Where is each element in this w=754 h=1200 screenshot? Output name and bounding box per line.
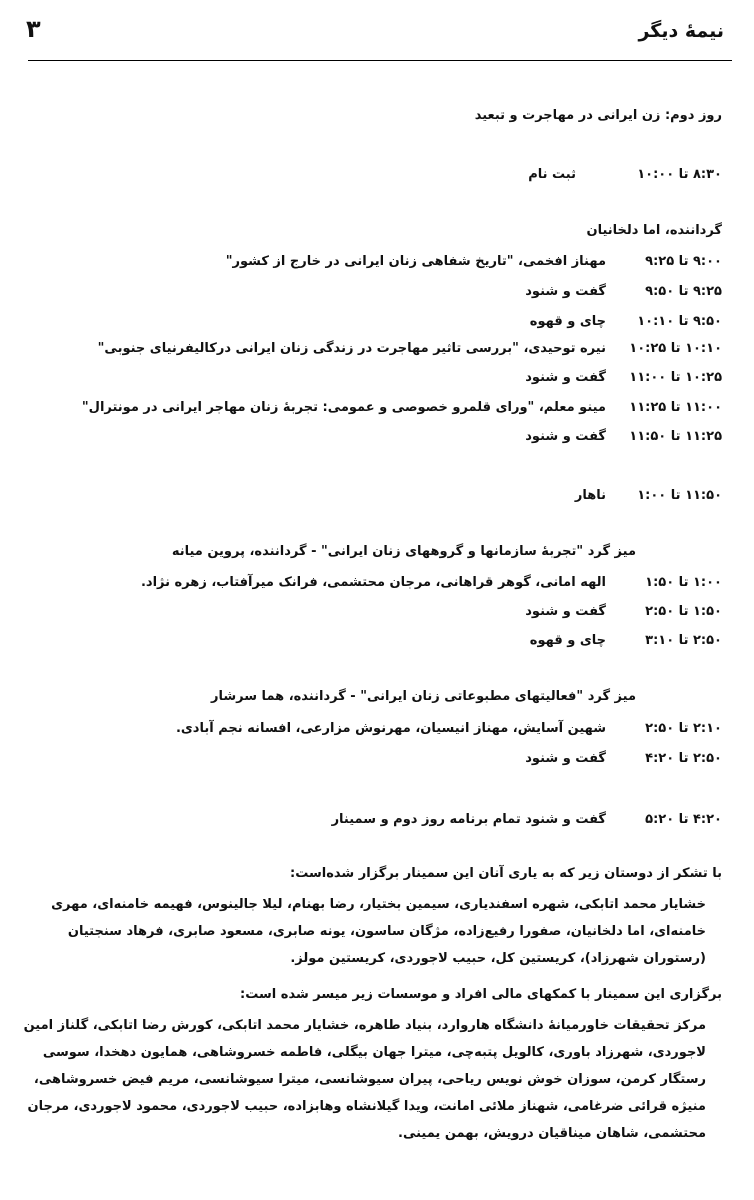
sponsors-names: مرکز تحقیقات خاورمیانهٔ دانشگاه هاروارد، بنیاد طاهره، خشایار محمد اتابکی، کورش رضا اتابکی، گلناز امین لاجوردی، شهرزاد باوری، کالویل پتبه‌چی، میترا جهان بیگلی، فاطمه خسروشاهی، همایون دهخدا، سوسی رستگار کرمن، سوزان خوش نویس ریاحی، پیران سیوشانسی، میترا سیوشانسی، مریم فیض خسروشاهی، منیژه قرائی ضرغامی، شهناز ملائی امانت، ویدا گیلانشاه وهابزاده، حبیب لاجوردی، محمود لاجوردی، مرجان محتشمی، شاهان میناقیان درویش، بهمن یمینی. (23, 1018, 706, 1141)
registration-label: ثبت نام (528, 167, 576, 182)
schedule-item: چای و قهوه (529, 314, 606, 329)
closing-time: ۴:۲۰ تا ۵:۲۰ (645, 812, 722, 827)
schedule-time: ۱۱:۰۰ تا ۱۱:۲۵ (629, 400, 722, 415)
thanks-names: خشایار محمد اتابکی، شهره اسفندیاری، سیمین بختیار، رضا بهنام، لیلا جالینوس، فهیمه خامنه‌ای، مهری خامنه‌ای، اما دلخانیان، صفورا رفیع‌زاده، مژگان ساسون، یونه صابری، مسعود صابری، فرهاد سنجتیان (رستوران شهرزاد)، کریستین کل، حبیب لاجوردی، کریستین مولز. (51, 897, 706, 966)
lunch-label: ناهار (574, 488, 606, 503)
schedule-time: ۹:۰۰ تا ۹:۲۵ (645, 254, 722, 269)
schedule-item: گفت و شنود (525, 284, 606, 299)
sponsors-intro: برگزاری این سمینار با کمکهای مالی افراد و موسسات زیر میسر شده است: (240, 987, 722, 1002)
panel2-heading: میز گرد "فعالیتهای مطبوعاتی زنان ایرانی" - گرداننده، هما سرشار (211, 689, 636, 704)
registration-time: ۸:۳۰ تا ۱۰:۰۰ (637, 167, 722, 182)
schedule-time: ۱۱:۲۵ تا ۱۱:۵۰ (629, 429, 722, 444)
schedule-time: ۹:۲۵ تا ۹:۵۰ (645, 284, 722, 299)
day-heading: روز دوم: زن ایرانی در مهاجرت و تبعید (474, 108, 722, 123)
session1-moderator: گرداننده، اما دلخانیان (586, 223, 722, 238)
schedule-item: شهین آسایش، مهناز انیسیان، مهرنوش مزارعی، افسانه نجم آبادی. (175, 721, 606, 736)
schedule-time: ۱:۵۰ تا ۲:۵۰ (645, 604, 722, 619)
schedule-item: گفت و شنود (525, 751, 606, 766)
schedule-time: ۲:۵۰ تا ۳:۱۰ (645, 633, 722, 648)
panel1-heading: میز گرد "تجربهٔ سازمانها و گروههای زنان ایرانی" - گرداننده، پروین میانه (171, 544, 636, 559)
page-title: نیمهٔ دیگر (638, 20, 724, 42)
schedule-item: گفت و شنود (525, 370, 606, 385)
page-number: ۳ (26, 15, 41, 43)
thanks-intro: با تشکر از دوستان زیر که به یاری آنان این سمینار برگزار شده‌است: (290, 866, 722, 881)
schedule-item: نیره توحیدی، "بررسی تاثیر مهاجرت در زندگی زنان ایرانی درکالیفرنیای جنوبی" (97, 341, 606, 356)
schedule-time: ۲:۵۰ تا ۴:۲۰ (645, 751, 722, 766)
schedule-item: گفت و شنود (525, 604, 606, 619)
schedule-time: ۱۰:۱۰ تا ۱۰:۲۵ (629, 341, 722, 356)
schedule-item: مینو معلم، "ورای قلمرو خصوصی و عمومی: تجربهٔ زنان مهاجر ایرانی در مونترال" (81, 400, 606, 415)
schedule-item: الهه امانی، گوهر قراهانی، مرجان محتشمی، فرانک میرآفتاب، زهره نژاد. (140, 575, 606, 590)
schedule-item: گفت و شنود (525, 429, 606, 444)
closing-label: گفت و شنود تمام برنامه روز دوم و سمینار (331, 812, 606, 827)
header-rule (28, 60, 732, 61)
lunch-time: ۱۱:۵۰ تا ۱:۰۰ (637, 488, 722, 503)
schedule-time: ۹:۵۰ تا ۱۰:۱۰ (637, 314, 722, 329)
schedule-time: ۲:۱۰ تا ۲:۵۰ (645, 721, 722, 736)
schedule-item: چای و قهوه (529, 633, 606, 648)
schedule-time: ۱:۰۰ تا ۱:۵۰ (645, 575, 722, 590)
schedule-time: ۱۰:۲۵ تا ۱۱:۰۰ (629, 370, 722, 385)
schedule-item: مهناز افخمی، "تاریخ شفاهی زنان ایرانی در خارج از کشور" (225, 254, 606, 269)
